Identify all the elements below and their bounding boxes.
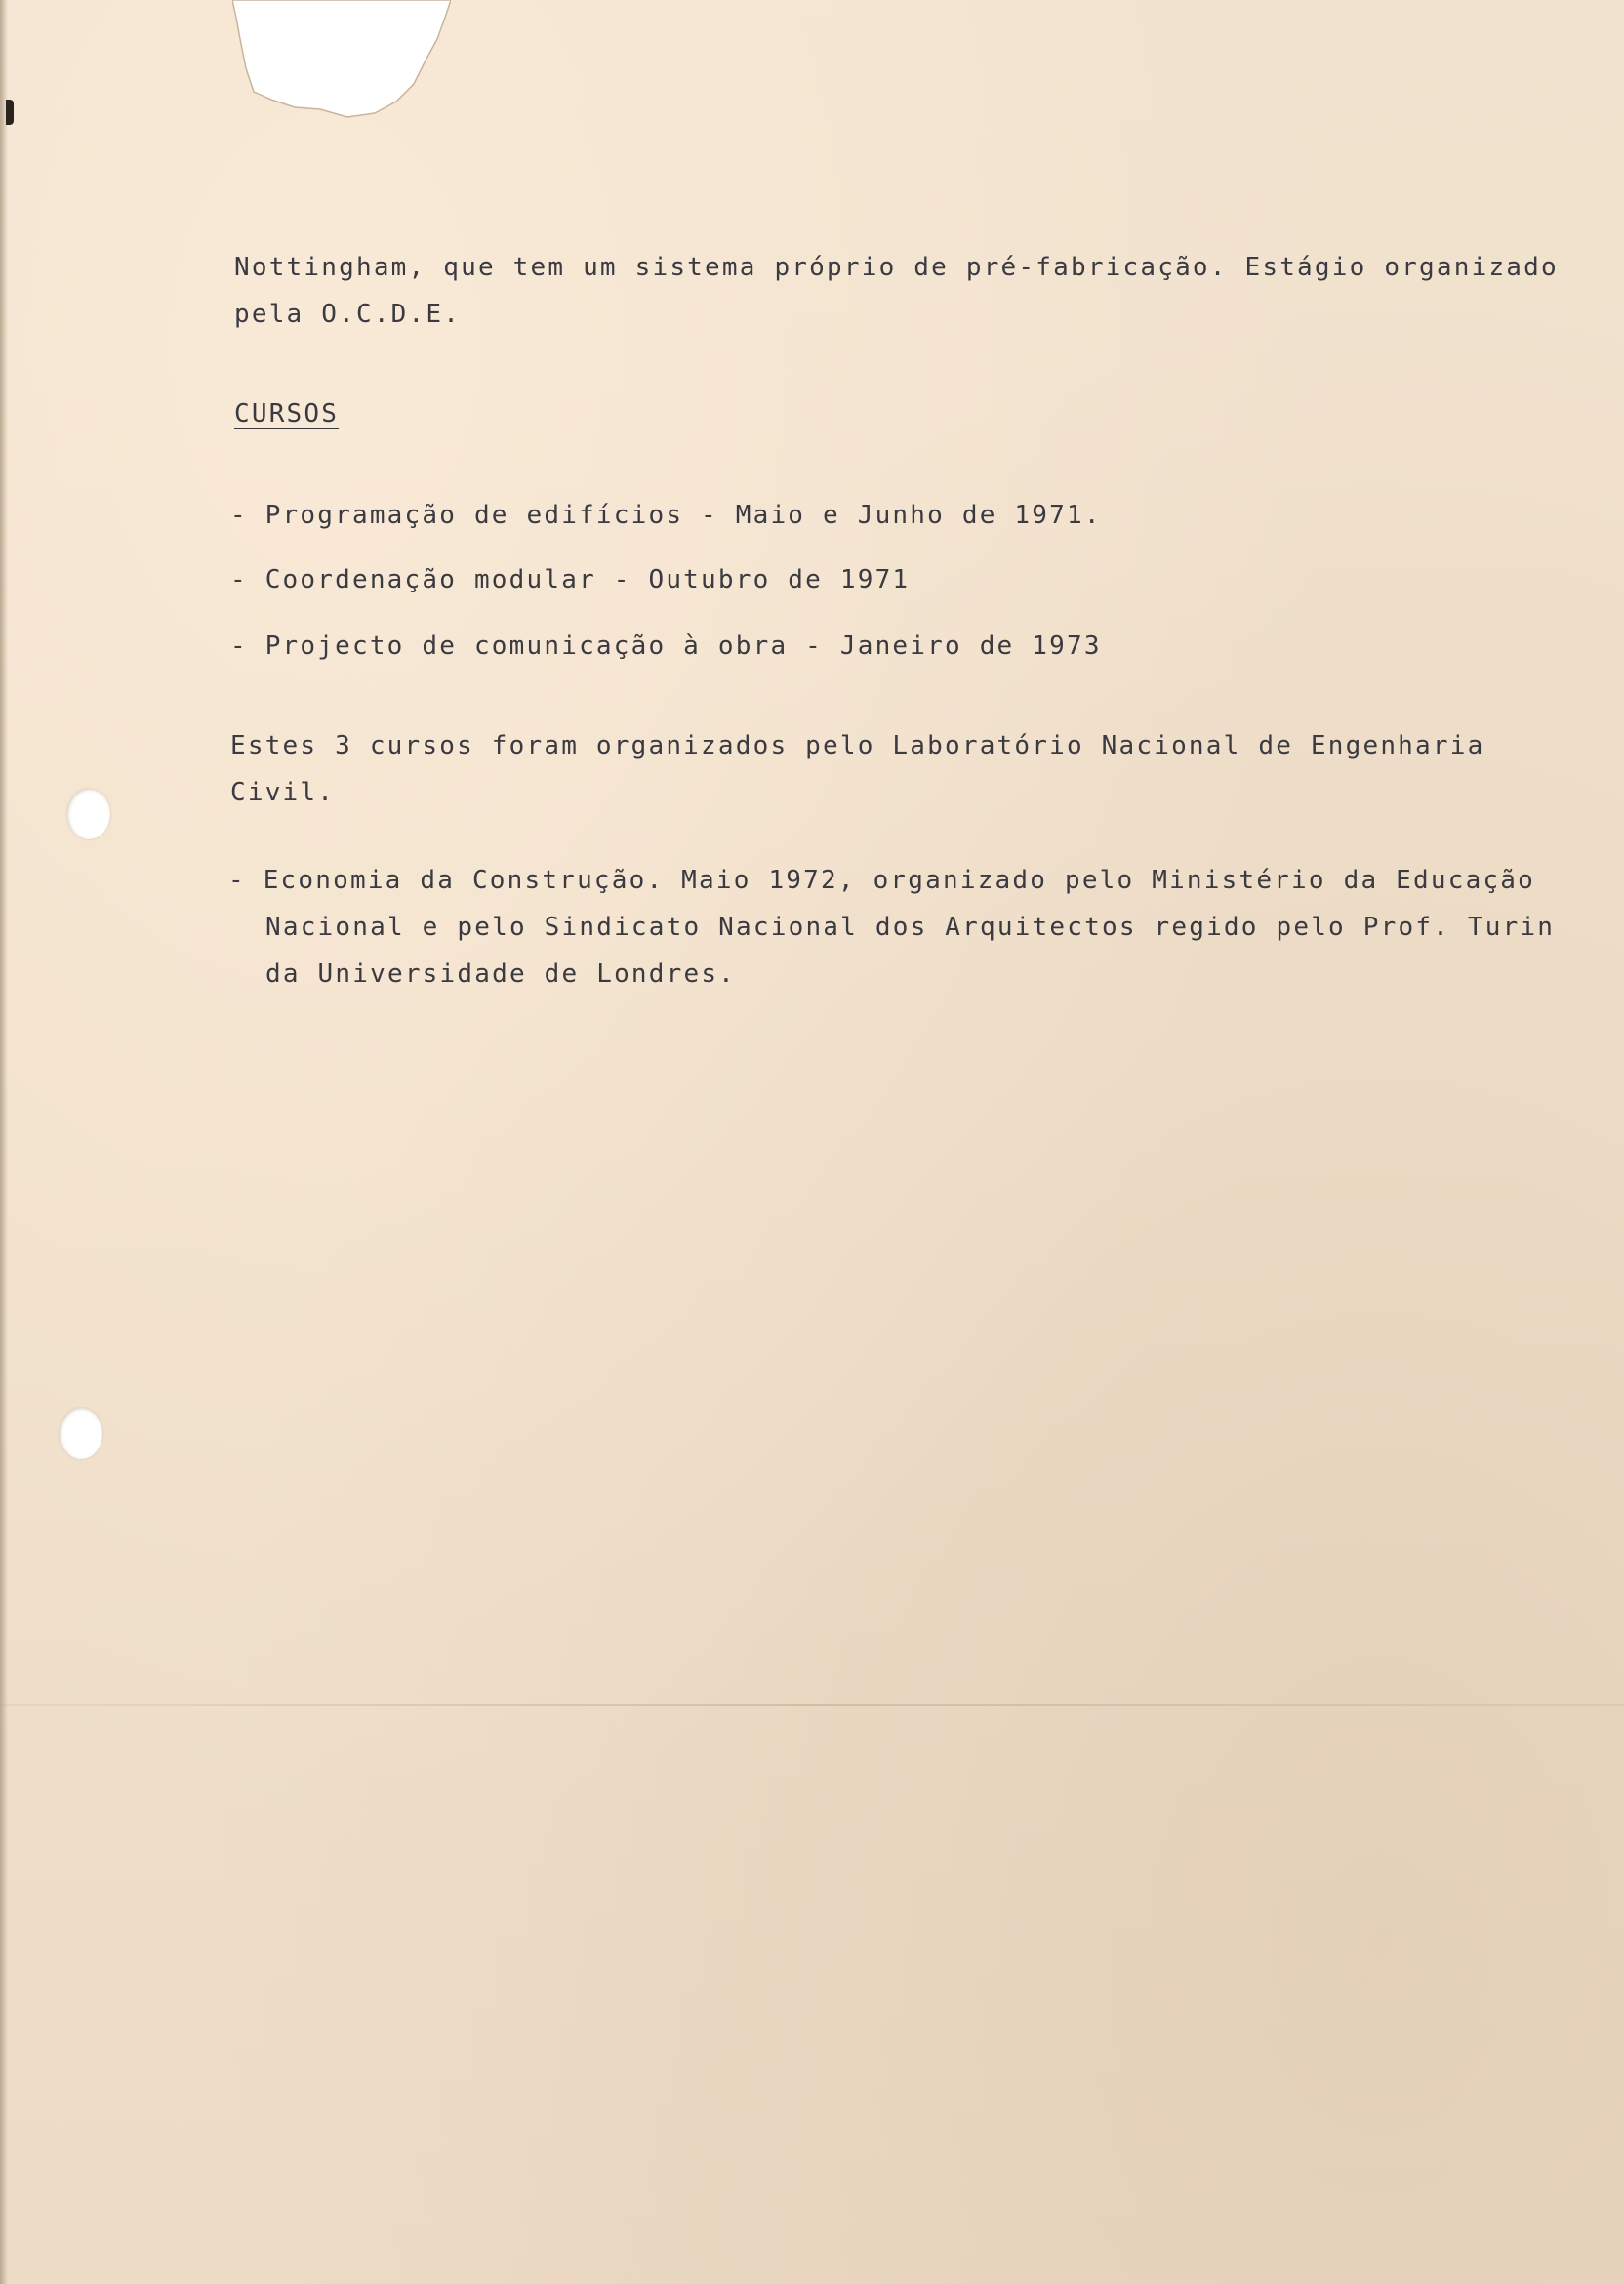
- punch-hole: [60, 1408, 102, 1459]
- extra-course-line-3: da Universidade de Londres.: [265, 959, 737, 989]
- summary-line-2: Civil.: [230, 778, 336, 807]
- paper-left-edge: [0, 0, 8, 2284]
- course-item: - Projecto de comunicação à obra - Janeiro de 1973: [230, 632, 1102, 661]
- binder-mark: [6, 100, 14, 125]
- course-item: - Coordenação modular - Outubro de 1971: [230, 565, 911, 594]
- summary-line-1: Estes 3 cursos foram organizados pelo Laboratório Nacional de Engenharia: [230, 731, 1485, 760]
- punch-hole: [67, 789, 110, 839]
- extra-course-line-1: - Economia da Construção. Maio 1972, organizado pelo Ministério da Educação: [228, 866, 1535, 895]
- course-item: - Programação de edifícios - Maio e Junho de 1971.: [230, 501, 1102, 530]
- intro-line-2: pela O.C.D.E.: [234, 300, 462, 329]
- intro-line-1: Nottingham, que tem um sistema próprio de pré-fabricação. Estágio organizado: [234, 253, 1559, 282]
- torn-paper-area: [232, 0, 451, 121]
- section-heading: CURSOS: [234, 399, 340, 428]
- extra-course-line-2: Nacional e pelo Sindicato Nacional dos Arquitectos regido pelo Prof. Turin: [265, 913, 1556, 942]
- paper-fold-line: [0, 1704, 1624, 1706]
